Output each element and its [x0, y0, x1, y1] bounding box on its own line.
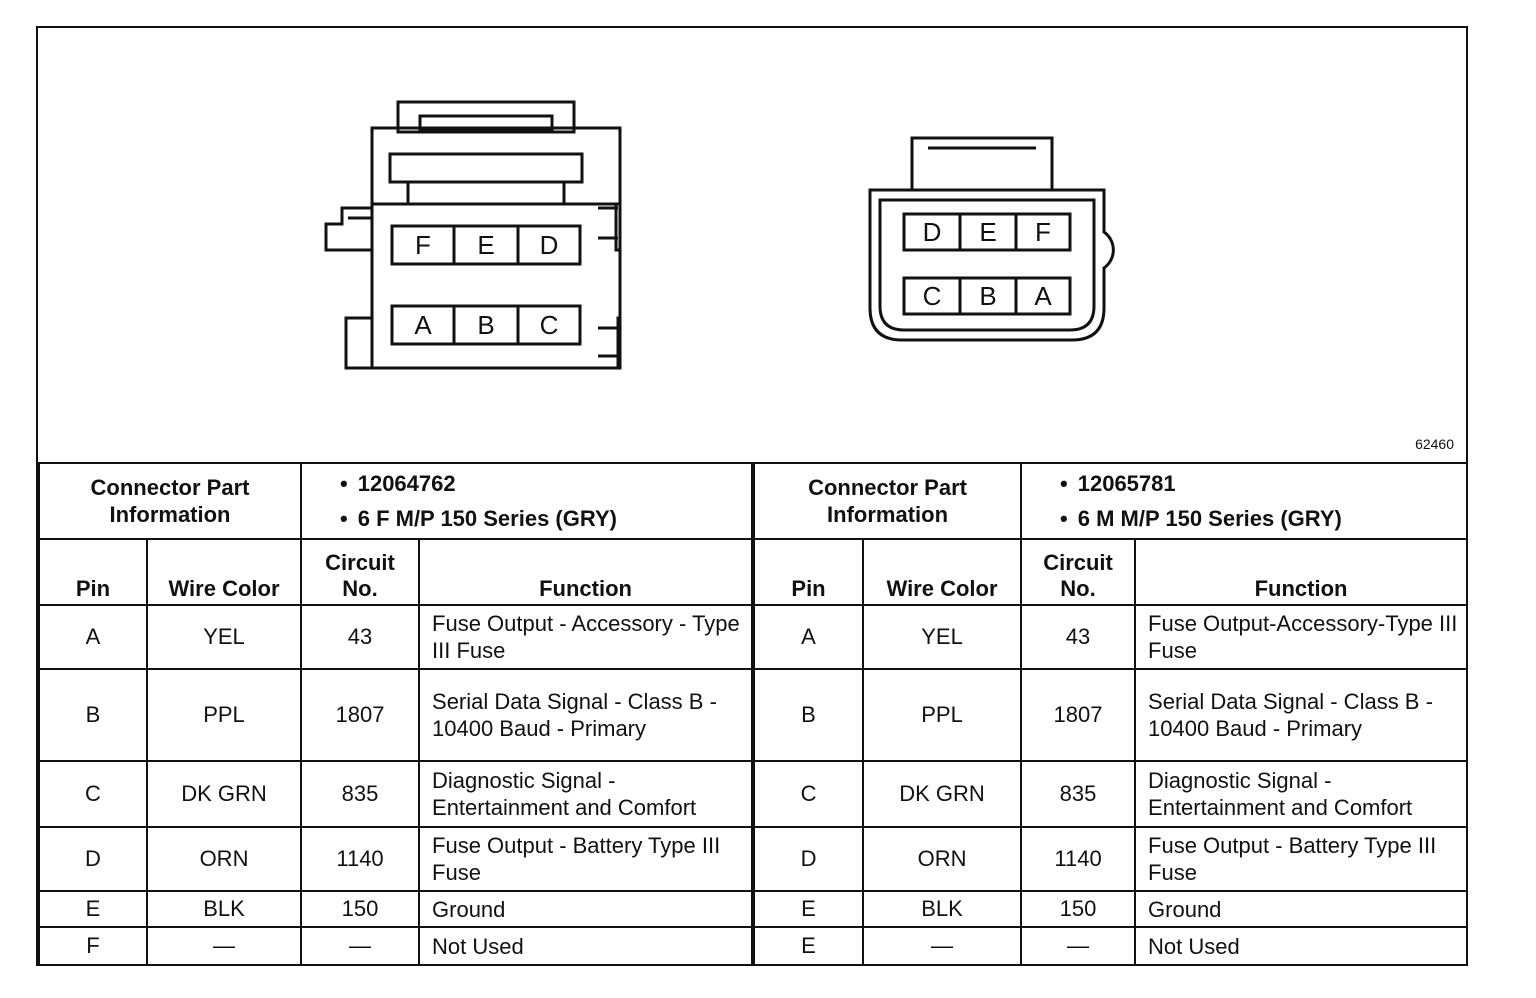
female-pin-label: B: [477, 310, 495, 340]
left-circuit-cell: 150: [301, 891, 419, 927]
right-wire-color-cell: —: [863, 927, 1021, 965]
female-connector-drawing: [326, 102, 620, 368]
left-wire-color-header: Wire Color: [147, 539, 301, 605]
right-pin-cell: E: [753, 891, 863, 927]
left-function-cell: Fuse Output - Accessory - Type III Fuse: [419, 605, 753, 669]
male-pin-label: F: [1035, 217, 1051, 247]
table-row: [39, 605, 1467, 669]
left-wire-color-cell: ORN: [147, 827, 301, 891]
left-pin-cell: C: [39, 761, 147, 827]
left-function-cell: Serial Data Signal - Class B - 10400 Baud - Primary: [419, 669, 753, 761]
header-row: [39, 539, 1467, 605]
left-series: • 6 F M/P 150 Series (GRY): [340, 501, 745, 536]
left-info-label: Connector Part Information: [39, 463, 301, 539]
left-wire-color-cell: YEL: [147, 605, 301, 669]
right-function-header: Function: [1135, 539, 1467, 605]
left-wire-color-cell: PPL: [147, 669, 301, 761]
connector-info-row: [39, 463, 1467, 539]
figure-number: 62460: [1415, 436, 1454, 452]
right-circuit-cell: 835: [1021, 761, 1135, 827]
left-wire-color-cell: —: [147, 927, 301, 965]
left-wire-color-cell: BLK: [147, 891, 301, 927]
connector-sheet: [36, 26, 1468, 966]
pinout-table: [38, 462, 1468, 966]
right-circuit-cell: 1140: [1021, 827, 1135, 891]
connector-drawings: [38, 28, 1466, 462]
right-function-cell: Fuse Output-Accessory-Type III Fuse: [1135, 605, 1467, 669]
right-series: • 6 M M/P 150 Series (GRY): [1060, 501, 1460, 536]
right-circuit-cell: 150: [1021, 891, 1135, 927]
left-function-cell: Not Used: [419, 927, 753, 965]
left-circuit-header: Circuit No.: [301, 539, 419, 605]
right-circuit-cell: 43: [1021, 605, 1135, 669]
male-pin-label: A: [1034, 281, 1052, 311]
table-row: [39, 891, 1467, 927]
right-pin-cell: B: [753, 669, 863, 761]
left-function-cell: Diagnostic Signal - Entertainment and Comfort: [419, 761, 753, 827]
right-circuit-cell: 1807: [1021, 669, 1135, 761]
right-pin-header: Pin: [753, 539, 863, 605]
connector-figure: [38, 28, 1466, 462]
right-wire-color-cell: PPL: [863, 669, 1021, 761]
male-pin-label: B: [979, 281, 997, 311]
right-function-cell: Diagnostic Signal - Entertainment and Comfort: [1135, 761, 1467, 827]
female-pin-labels: [414, 230, 558, 340]
female-pin-label: E: [477, 230, 495, 260]
right-pin-cell: A: [753, 605, 863, 669]
left-circuit-cell: —: [301, 927, 419, 965]
male-pin-label: C: [922, 281, 942, 311]
left-circuit-cell: 1807: [301, 669, 419, 761]
right-circuit-cell: —: [1021, 927, 1135, 965]
table-row: [39, 927, 1467, 965]
right-function-cell: Ground: [1135, 891, 1467, 927]
left-part-number: • 12064762: [340, 466, 745, 501]
right-function-cell: Not Used: [1135, 927, 1467, 965]
left-pin-header: Pin: [39, 539, 147, 605]
female-pin-label: F: [415, 230, 431, 260]
female-pin-label: A: [414, 310, 432, 340]
right-pin-cell: D: [753, 827, 863, 891]
female-pin-label: C: [539, 310, 559, 340]
right-pin-cell: C: [753, 761, 863, 827]
left-part-info: [301, 463, 753, 539]
right-pin-cell: E: [753, 927, 863, 965]
right-part-info: [1021, 463, 1467, 539]
right-info-label: Connector Part Information: [753, 463, 1021, 539]
right-wire-color-cell: DK GRN: [863, 761, 1021, 827]
left-pin-cell: F: [39, 927, 147, 965]
male-pin-label: E: [979, 217, 997, 247]
left-pin-cell: D: [39, 827, 147, 891]
table-row: [39, 761, 1467, 827]
male-pin-label: D: [922, 217, 942, 247]
right-function-cell: Fuse Output - Battery Type III Fuse: [1135, 827, 1467, 891]
right-function-cell: Serial Data Signal - Class B - 10400 Baud - Primary: [1135, 669, 1467, 761]
left-circuit-cell: 835: [301, 761, 419, 827]
left-wire-color-cell: DK GRN: [147, 761, 301, 827]
left-circuit-cell: 1140: [301, 827, 419, 891]
right-circuit-header: Circuit No.: [1021, 539, 1135, 605]
female-pin-label: D: [539, 230, 559, 260]
left-pin-cell: B: [39, 669, 147, 761]
right-wire-color-cell: ORN: [863, 827, 1021, 891]
left-circuit-cell: 43: [301, 605, 419, 669]
male-pin-labels: [923, 217, 1053, 311]
right-wire-color-header: Wire Color: [863, 539, 1021, 605]
table-row: [39, 669, 1467, 761]
right-wire-color-cell: YEL: [863, 605, 1021, 669]
left-function-header: Function: [419, 539, 753, 605]
left-function-cell: Fuse Output - Battery Type III Fuse: [419, 827, 753, 891]
left-pin-cell: A: [39, 605, 147, 669]
right-part-number: • 12065781: [1060, 466, 1460, 501]
right-wire-color-cell: BLK: [863, 891, 1021, 927]
left-function-cell: Ground: [419, 891, 753, 927]
left-pin-cell: E: [39, 891, 147, 927]
table-row: [39, 827, 1467, 891]
